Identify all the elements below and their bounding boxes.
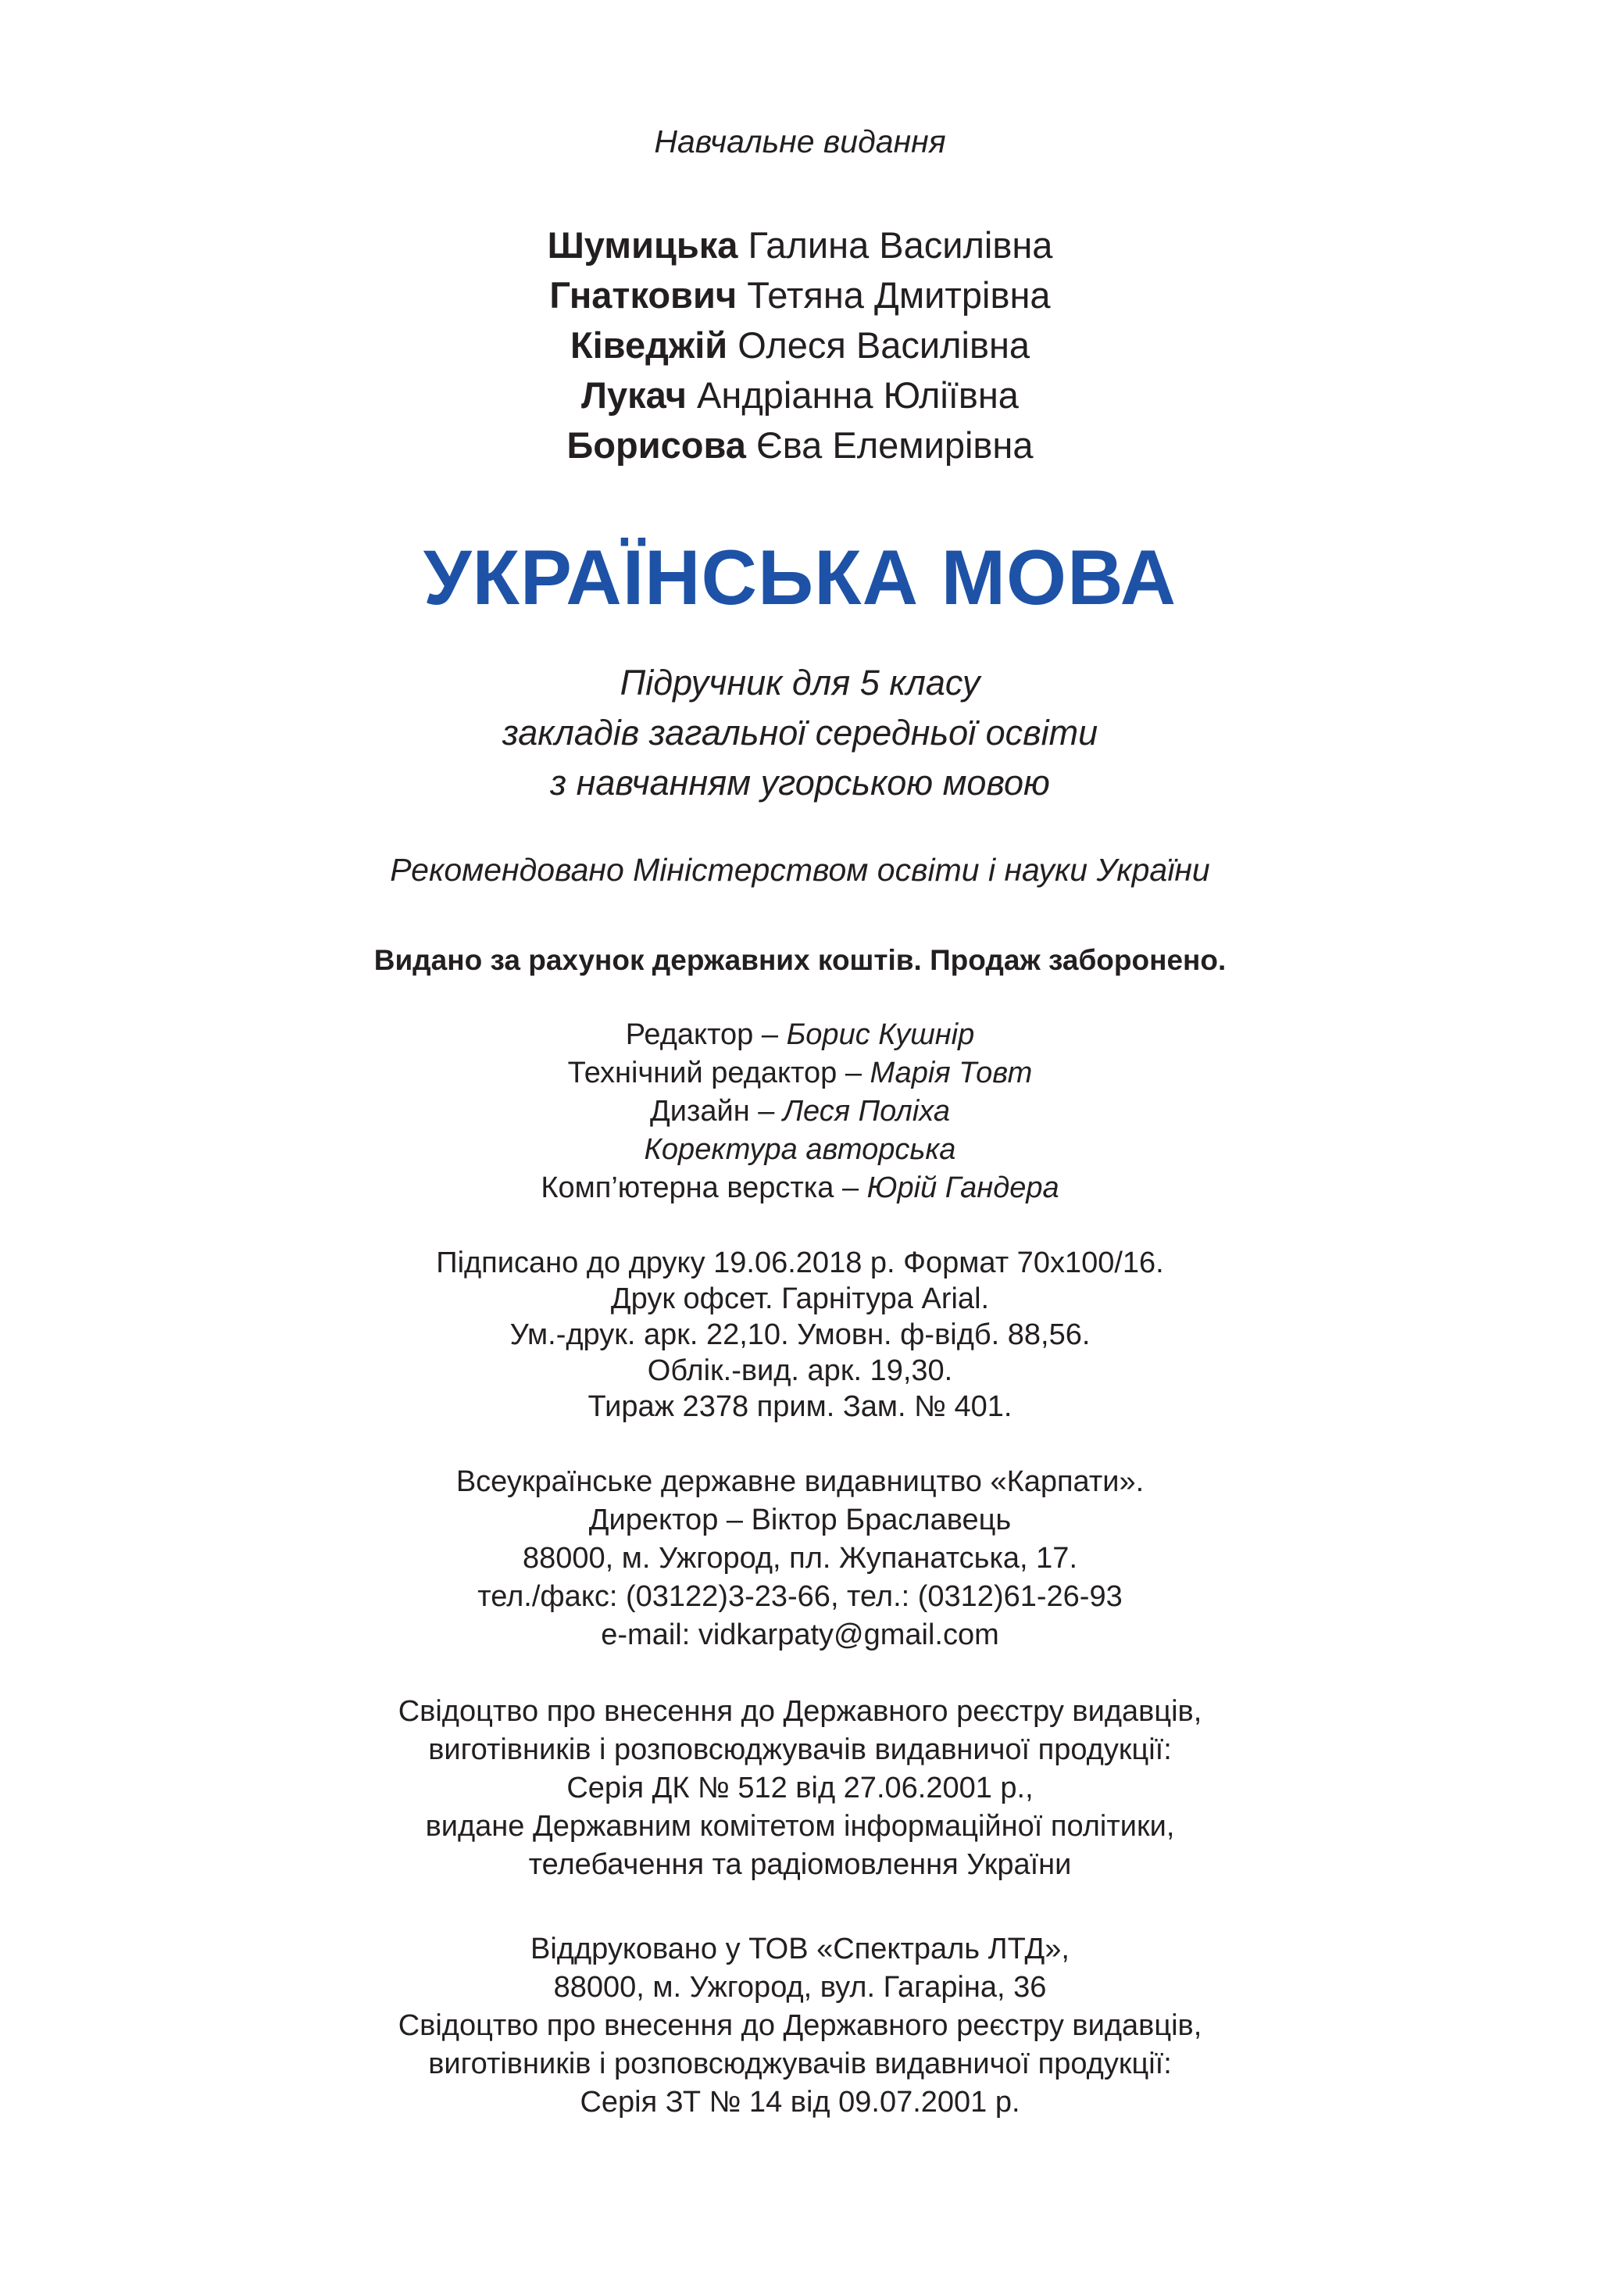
publisher-email: e-mail: vidkarpaty@gmail.com	[601, 1618, 999, 1651]
credit-tech-editor	[0, 1054, 1600, 1093]
publisher-info-line: Директор – Віктор Браславець	[588, 1504, 1012, 1536]
print-info-line: Облік.-вид. арк. 19,30.	[647, 1354, 953, 1387]
credit-name: Коректура авторська	[644, 1133, 956, 1166]
author-given-name: Олеся Василівна	[738, 324, 1030, 366]
credit-role: Дизайн –	[649, 1095, 783, 1128]
book-title: УКРАЇНСЬКА МОВА	[423, 534, 1177, 620]
printer-info-line: 88000, м. Ужгород, вул. Гагаріна, 36	[553, 1971, 1047, 2004]
credit-role: Технічний редактор –	[567, 1057, 870, 1089]
print-info-line: Ум.-друк. арк. 22,10. Умовн. ф-відб. 88,56.	[509, 1318, 1091, 1351]
subtitle-line: закладів загальної середньої освіти	[502, 713, 1098, 753]
author-3	[0, 320, 1600, 370]
subtitle-line: з навчанням угорською мовою	[550, 763, 1050, 803]
credit-proofreading	[0, 1131, 1600, 1169]
credit-role: Комп’ютерна верстка –	[541, 1171, 867, 1204]
author-given-name: Тетяна Дмитрівна	[747, 274, 1051, 316]
author-2	[0, 270, 1600, 320]
certificate-info-line: телебачення та радіомовлення України	[528, 1848, 1072, 1881]
credit-name: Леся Поліха	[782, 1095, 950, 1128]
subtitle-line: Підручник для 5 класу	[620, 663, 980, 703]
printer-info-line: Віддруковано у ТОВ «Спектраль ЛТД»,	[530, 1933, 1070, 1965]
credit-role: Редактор –	[625, 1018, 787, 1051]
print-info-line: Друк офсет. Гарнітура Arial.	[610, 1282, 990, 1315]
author-surname: Лукач	[581, 374, 687, 416]
publisher-info-line: Всеукраїнське державне видавництво «Карпати».	[455, 1465, 1145, 1498]
publisher-info-line: тел./факс: (03122)3-23-66, тел.: (0312)61-26-93	[477, 1580, 1123, 1613]
author-given-name: Галина Василівна	[748, 224, 1053, 266]
print-info-line: Підписано до друку 19.06.2018 р. Формат 70х100/16.	[436, 1246, 1164, 1279]
certificate-info-line: Серія ДК № 512 від 27.06.2001 р.,	[566, 1772, 1034, 1804]
certificate-info-line: виготівників і розповсюджувачів видавничої продукції:	[428, 1733, 1172, 1766]
credit-editor	[0, 1016, 1600, 1054]
print-info-line: Тираж 2378 прим. Зам. № 401.	[588, 1390, 1012, 1423]
author-given-name: Єва Елемирівна	[755, 424, 1034, 466]
credit-name: Марія Товт	[870, 1057, 1033, 1089]
author-surname: Ківеджій	[570, 324, 728, 366]
credit-design	[0, 1093, 1600, 1131]
funded-notice: Видано за рахунок державних коштів. Продаж заборонено.	[373, 944, 1227, 976]
certificate-info-line: Свідоцтво про внесення до Державного реєстру видавців,	[398, 1695, 1202, 1728]
credit-name: Борис Кушнір	[786, 1018, 975, 1051]
printer-info-line: Свідоцтво про внесення до Державного реєстру видавців,	[398, 2009, 1202, 2042]
printer-info-line: виготівників і розповсюджувачів видавничої продукції:	[428, 2047, 1172, 2080]
author-4	[0, 370, 1600, 420]
author-surname: Гнаткович	[549, 274, 738, 316]
ministry-recommendation: Рекомендовано Міністерством освіти і науки України	[390, 852, 1210, 888]
author-given-name: Андріанна Юліївна	[697, 374, 1019, 416]
author-5	[0, 420, 1600, 470]
certificate-info-line: видане Державним комітетом інформаційної політики,	[425, 1810, 1175, 1843]
edition-type: Навчальне видання	[654, 123, 946, 159]
publisher-info-line: 88000, м. Ужгород, пл. Жупанатська, 17.	[522, 1542, 1078, 1575]
credit-name: Юрій Гандера	[866, 1171, 1059, 1204]
author-surname: Шумицька	[547, 224, 738, 266]
credit-layout	[0, 1169, 1600, 1207]
author-surname: Борисова	[566, 424, 746, 466]
printer-info-line: Серія ЗТ № 14 від 09.07.2001 р.	[580, 2086, 1020, 2119]
author-1	[0, 220, 1600, 270]
